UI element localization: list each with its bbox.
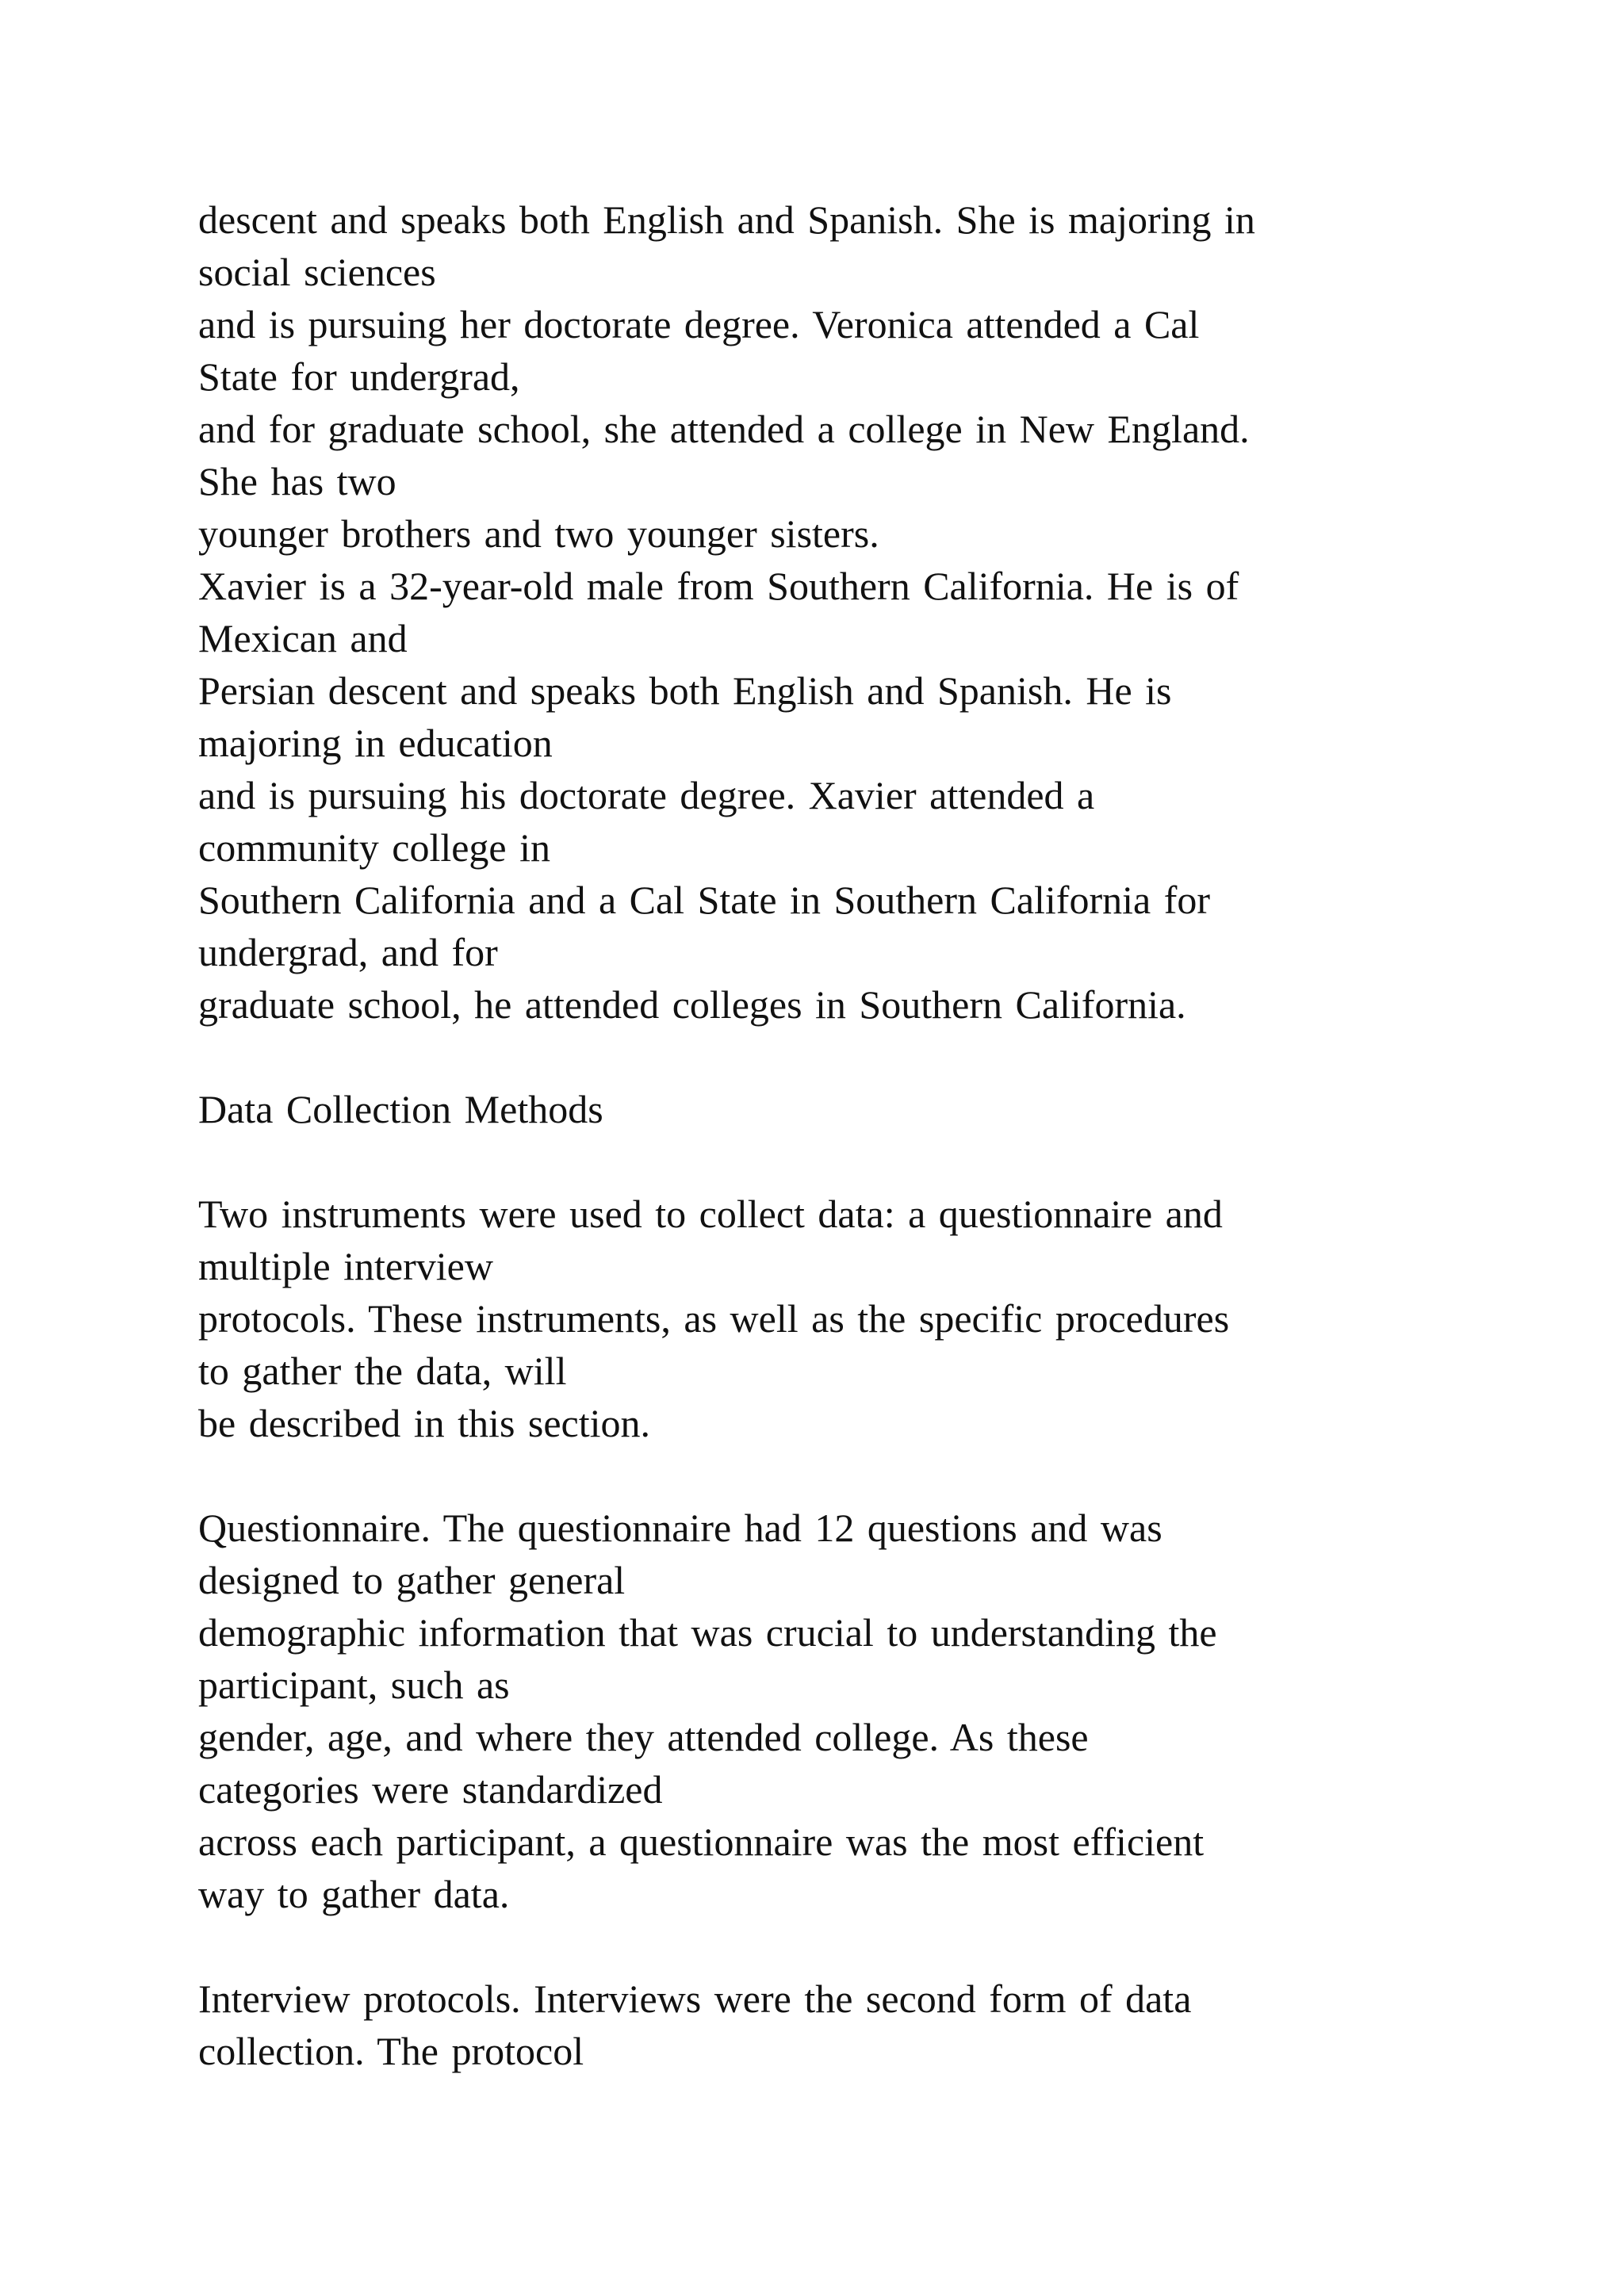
text-line: majoring in education bbox=[198, 721, 553, 765]
text-line: undergrad, and for bbox=[198, 930, 498, 974]
text-line: and is pursuing her doctorate degree. Veronica attended a Cal bbox=[198, 302, 1200, 346]
section-heading: Data Collection Methods bbox=[198, 1087, 603, 1131]
text-line: Mexican and bbox=[198, 616, 408, 660]
text-line: younger brothers and two younger sisters. bbox=[198, 511, 879, 556]
text-line: descent and speaks both English and Spanish. She is majoring in bbox=[198, 197, 1255, 242]
blank-line bbox=[198, 1449, 1435, 1502]
text-line: Questionnaire. The questionnaire had 12 questions and was bbox=[198, 1506, 1162, 1550]
text-line: categories were standardized bbox=[198, 1767, 663, 1812]
text-line: Interview protocols. Interviews were the second form of data bbox=[198, 1976, 1192, 2021]
text-line: designed to gather general bbox=[198, 1558, 626, 1602]
text-line: be described in this section. bbox=[198, 1401, 651, 1445]
text-line: demographic information that was crucial to understanding the bbox=[198, 1610, 1217, 1655]
text-line: gender, age, and where they attended college. As these bbox=[198, 1715, 1089, 1759]
text-line: to gather the data, will bbox=[198, 1349, 567, 1393]
text-line: and is pursuing his doctorate degree. Xavier attended a bbox=[198, 773, 1095, 817]
blank-line bbox=[198, 1135, 1435, 1188]
text-line: collection. The protocol bbox=[198, 2029, 584, 2073]
text-line: social sciences bbox=[198, 250, 436, 294]
text-line: participant, such as bbox=[198, 1663, 510, 1707]
text-line: community college in bbox=[198, 825, 551, 870]
text-line: and for graduate school, she attended a college in New England. bbox=[198, 407, 1250, 451]
blank-line bbox=[198, 1031, 1435, 1083]
text-line: Persian descent and speaks both English and Spanish. He is bbox=[198, 668, 1172, 713]
text-line: protocols. These instruments, as well as the specific procedures bbox=[198, 1296, 1230, 1341]
text-line: way to gather data. bbox=[198, 1872, 510, 1916]
text-line: multiple interview bbox=[198, 1244, 493, 1288]
text-line: She has two bbox=[198, 459, 396, 503]
text-line: Southern California and a Cal State in Southern California for bbox=[198, 878, 1210, 922]
text-line: across each participant, a questionnaire was the most efficient bbox=[198, 1820, 1205, 1864]
text-line: State for undergrad, bbox=[198, 354, 520, 399]
text-line: Two instruments were used to collect data: a questionnaire and bbox=[198, 1192, 1223, 1236]
blank-line bbox=[198, 1920, 1435, 1973]
text-line: Xavier is a 32-year-old male from Southern California. He is of bbox=[198, 564, 1239, 608]
text-line: graduate school, he attended colleges in Southern California. bbox=[198, 982, 1186, 1027]
document-body bbox=[198, 193, 1435, 2077]
